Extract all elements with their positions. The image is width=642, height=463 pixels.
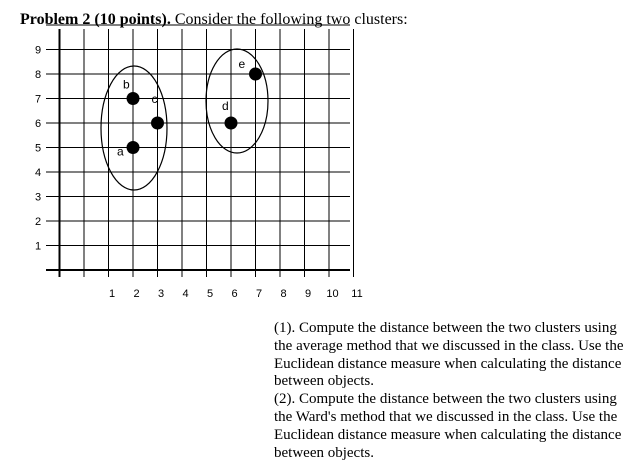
point-d	[225, 117, 238, 130]
data-points	[117, 57, 262, 159]
cluster-2-ellipse	[206, 49, 268, 153]
point-label-c: c	[151, 92, 158, 106]
x-tick-label: 4	[182, 288, 189, 300]
point-label-b: b	[123, 77, 130, 92]
y-tick-label: 1	[34, 240, 42, 253]
problem-title-rest: Consider the following two clusters:	[170, 11, 408, 28]
x-tick-label: 2	[133, 288, 140, 300]
x-tick-label: 9	[304, 288, 312, 300]
x-tick-label: 8	[280, 288, 287, 300]
x-tick-label: 10	[326, 288, 339, 300]
x-tick-label: 7	[255, 288, 263, 300]
y-tick-label: 9	[34, 44, 42, 57]
point-label-d: d	[222, 99, 229, 113]
point-label-e: e	[238, 57, 246, 71]
y-tick-label: 5	[34, 142, 42, 155]
grid	[46, 25, 354, 277]
x-tick-label: 1	[108, 288, 116, 300]
y-tick-label: 4	[34, 167, 42, 179]
x-tick-label: 6	[231, 288, 238, 300]
y-tick-label: 8	[34, 69, 42, 81]
questions	[274, 320, 636, 462]
x-tick-label: 5	[206, 288, 214, 300]
x-tick-label: 3	[157, 288, 165, 300]
y-tick-label: 6	[34, 118, 42, 130]
x-axis-ticks	[109, 288, 363, 300]
point-c	[151, 117, 164, 130]
point-b	[127, 92, 140, 105]
y-axis-ticks	[35, 45, 41, 253]
y-tick-label: 2	[34, 216, 42, 228]
y-tick-label: 3	[34, 191, 42, 204]
problem-title-bold: Problem 2 (10 points).	[20, 11, 171, 28]
x-tick-label: 11	[351, 288, 363, 300]
point-label-a: a	[117, 144, 124, 159]
y-tick-label: 7	[34, 93, 42, 106]
question-1: (1). Compute the distance between the two clusters using the average method that we discussed in the class. Use the Euclidean distance measure when calculating the distance between objects.	[274, 320, 624, 390]
point-e	[249, 68, 262, 81]
point-a	[127, 141, 140, 154]
question-2: (2). Compute the distance between the two clusters using the Ward's method that we discussed in the class. Use the Euclidean distance measure when calculating the distance between objects.	[274, 391, 622, 461]
